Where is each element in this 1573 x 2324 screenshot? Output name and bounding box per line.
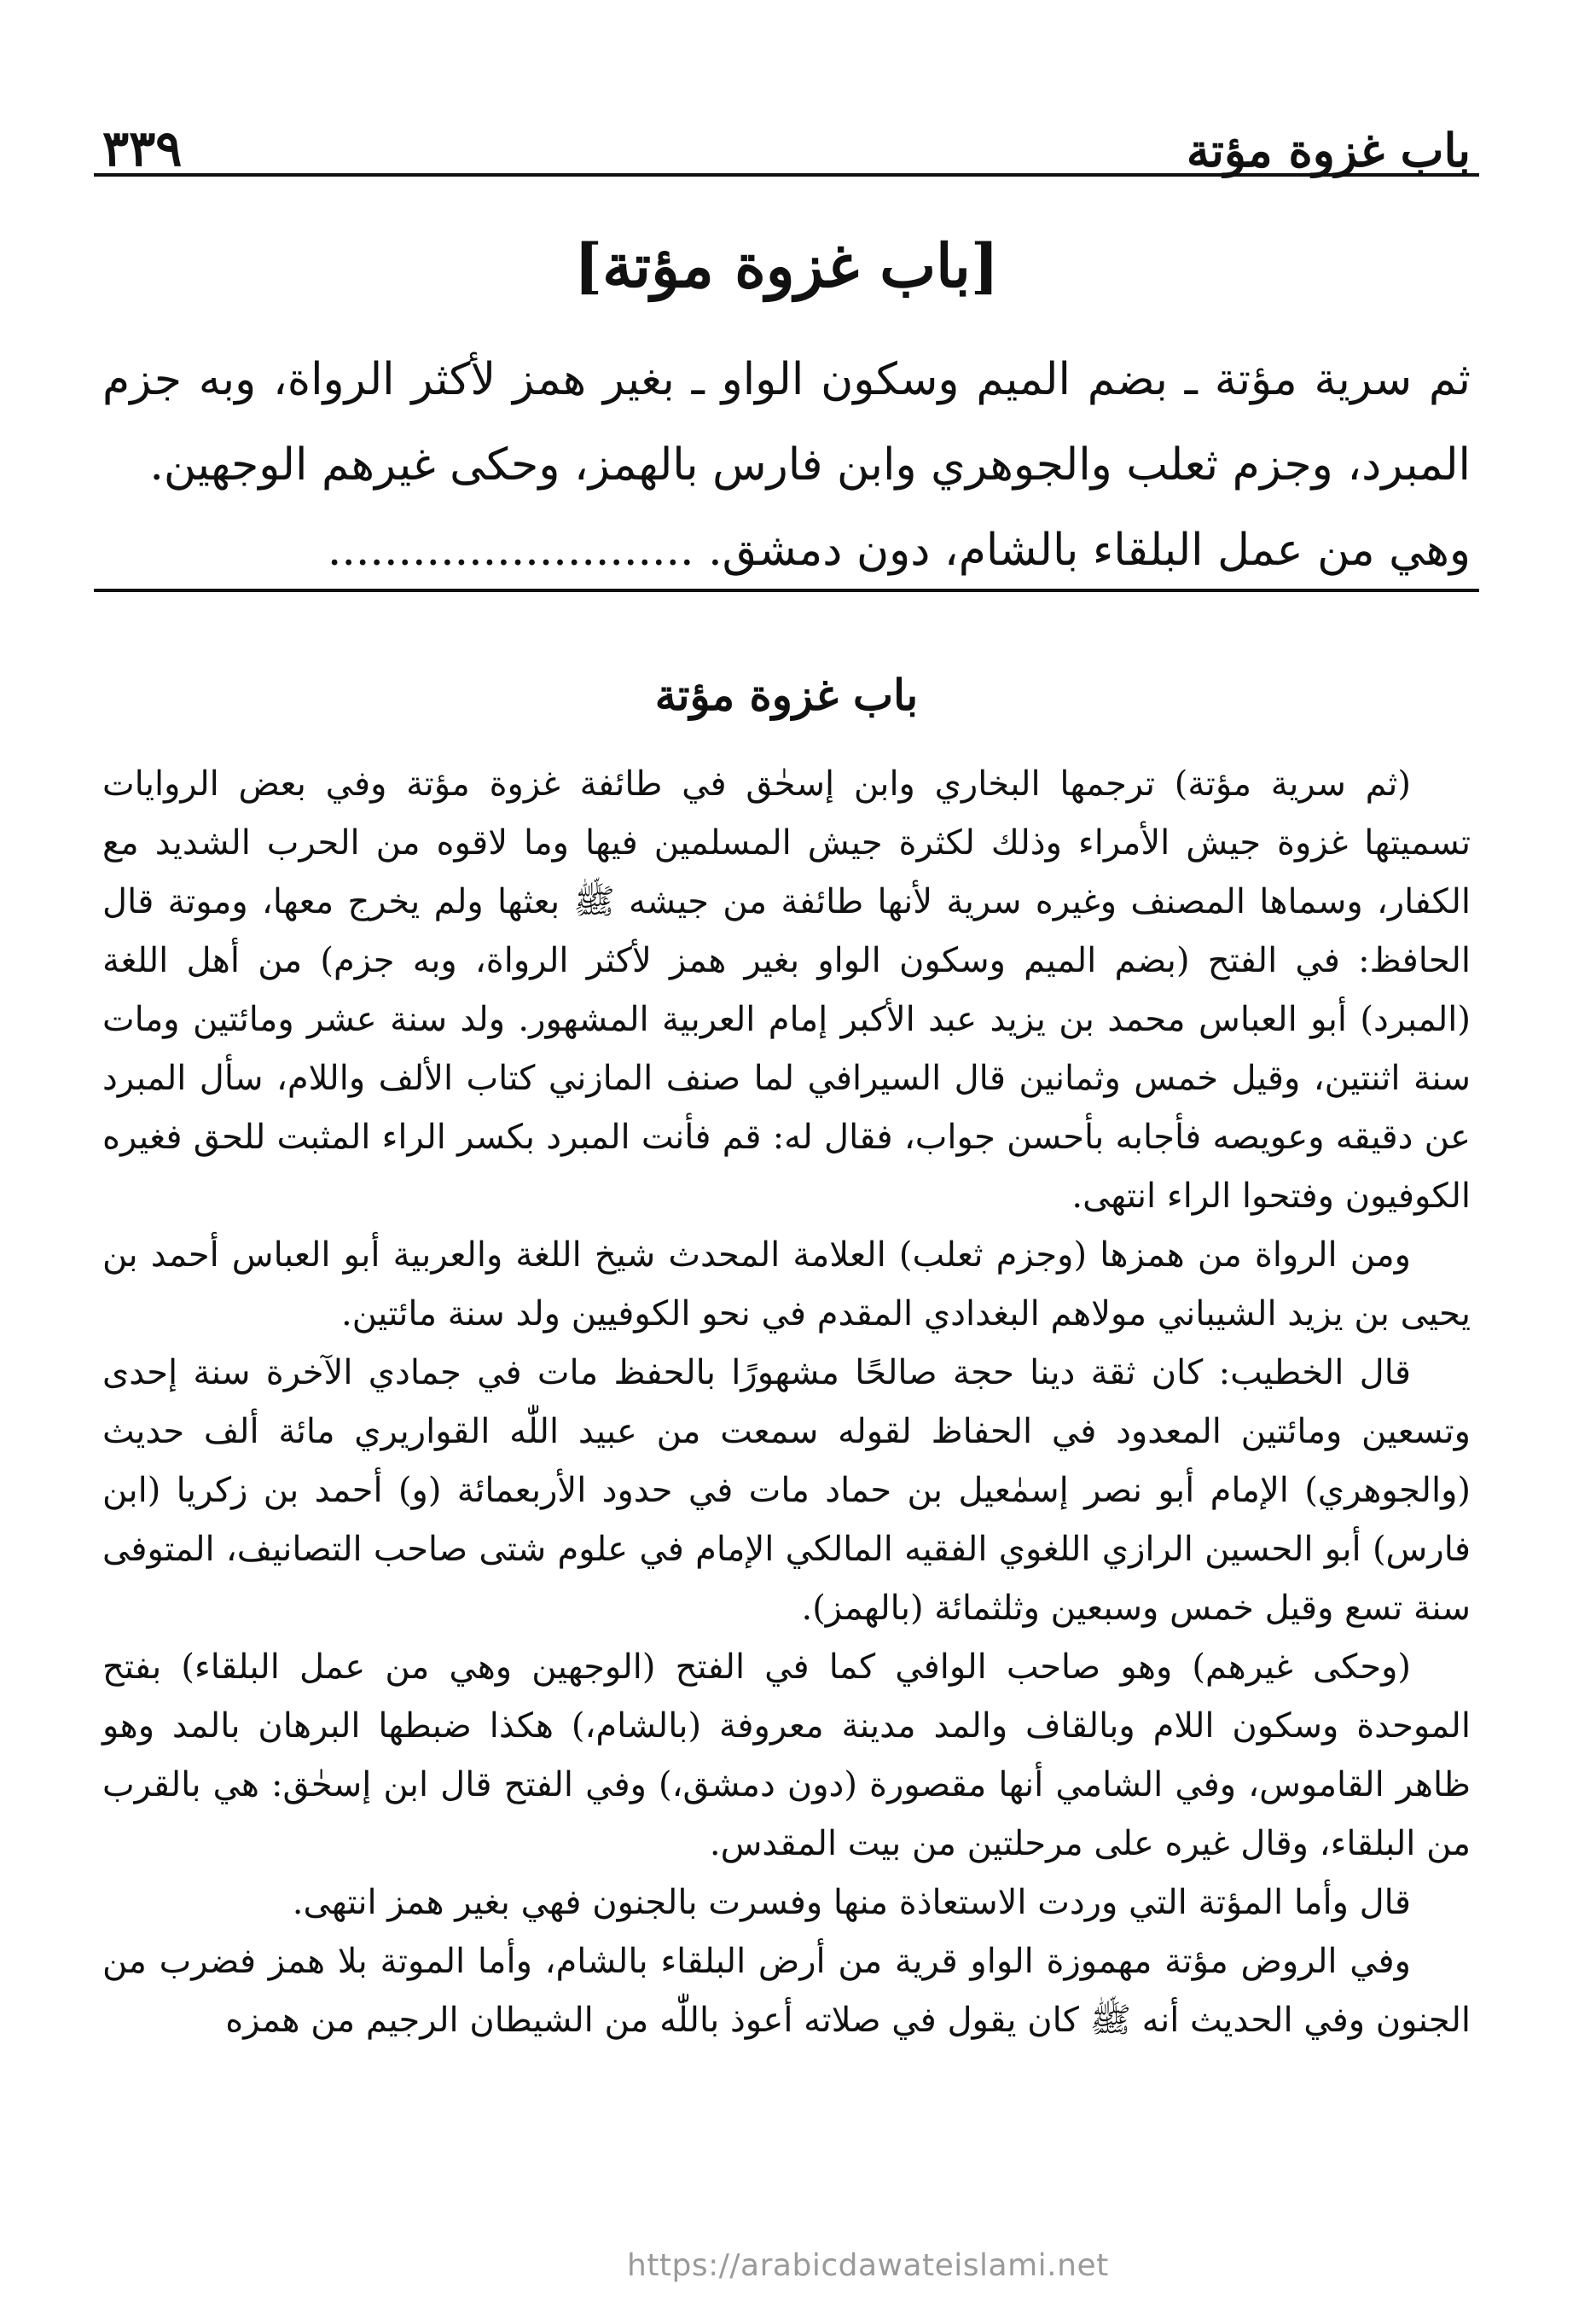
sharh-paragraph: قال وأما المؤتة التي وردت الاستعاذة منها وفسرت بالجنون فهي بغير همز انتهى. [292, 1883, 1411, 1922]
sharh-title: باب غزوة مؤتة [654, 670, 919, 720]
matn-last-line: وهي من عمل البلقاء بالشام، دون دمشق. .......................... [327, 525, 1471, 576]
header-rule [94, 173, 1479, 177]
sharh-paragraph: (ثم سرية مؤتة) ترجمها البخاري وابن إسحٰق في طائفة غزوة مؤتة وفي بعض الروايات تسميتها غزوة جيش الأمراء وذلك لكثرة جيش المسلمين فيها وما لاقوه من الحرب الشديد مع الكفار، وسماها المصنف وغيره سرية لأنها طائفة من جيشه ﷺ بعثها ولم يخرج معها، وموتة قال الحافظ: في الفتح (بضم الميم وسكون الواو بغير همز لأكثر الرواة، وبه جزم) من أهل اللغة (المبرد) أبو العباس محمد بن يزيد عبد الأكبر إمام العربية المشهور. ولد سنة عشر ومائتين ومات سنة اثنتين، وقيل خمس وثمانين قال السيرافي لما صنف المازني كتاب الألف واللام، سأل المبرد عن دقيقه وعويصه فأجابه بأحسن جواب، فقال له: قم فأنت المبرد بكسر الراء المثبت للحق فغيره الكوفيون وفتحوا الراء انتهى. [102, 764, 1471, 1216]
page-number: ٣٣٩ [102, 119, 183, 177]
sharh-paragraph: (وحكى غيرهم) وهو صاحب الوافي كما في الفتح (الوجهين وهي من عمل البلقاء) بفتح الموحدة وسكون اللام وبالقاف والمد مدينة معروفة (بالشام،) هكذا ضبطها البرهان بالمد وهو ظاهر القاموس، وفي الشامي أنها مقصورة (دون دمشق،) وفي الفتح قال ابن إسحٰق: هي بالقرب من البلقاء، وقال غيره على مرحلتين من بيت المقدس. [102, 1647, 1471, 1863]
running-header [94, 96, 1479, 182]
sharh-paragraph: ومن الرواة من همزها (وجزم ثعلب) العلامة المحدث شيخ اللغة والعربية أبو العباس أحمد بن يحيى بن يزيد الشيباني مولاهم البغدادي المقدم في نحو الكوفيين ولد سنة مائتين. [102, 1235, 1471, 1333]
book-page [94, 81, 1479, 2265]
watermark-url: https://arabicdawateislami.net [627, 2248, 1109, 2283]
matn-text [94, 337, 1479, 593]
sharh-paragraph: وفي الروض مؤتة مهموزة الواو قرية من أرض البلقاء بالشام، وأما الموتة بلا همز فضرب من الجنون وفي الحديث أنه ﷺ كان يقول في صلاته أعوذ باللّٰه من الشيطان الرجيم من همزه [102, 1942, 1471, 2040]
matn-title: [باب غزوة مؤتة] [573, 230, 1000, 301]
running-title: باب غزوة مؤتة [1186, 123, 1471, 177]
matn-paragraph: ثم سرية مؤتة ـ بضم الميم وسكون الواو ـ بغير همز لأكثر الرواة، وبه جزم المبرد، وجزم ثعلب والجوهري وابن فارس بالهمز، وحكى غيرهم الوجهين. [102, 354, 1471, 491]
sharh-paragraph: قال الخطيب: كان ثقة دينا حجة صالحًا مشهورًا بالحفظ مات في جمادي الآخرة سنة إحدى وتسعين ومائتين المعدود في الحفاظ لقوله سمعت من عبيد اللّٰه القواريري مائة ألف حديث (والجوهري) الإمام أبو نصر إسمٰعيل بن حماد مات في حدود الأربعمائة (و) أحمد بن زكريا (ابن فارس) أبو الحسين الرازي اللغوي الفقيه المالكي الإمام في علوم شتى صاحب التصانيف، المتوفى سنة تسع وقيل خمس وسبعين وثلثمائة (بالهمز). [102, 1353, 1471, 1628]
sharh-text [94, 755, 1479, 2050]
divider-rule [94, 589, 1479, 592]
